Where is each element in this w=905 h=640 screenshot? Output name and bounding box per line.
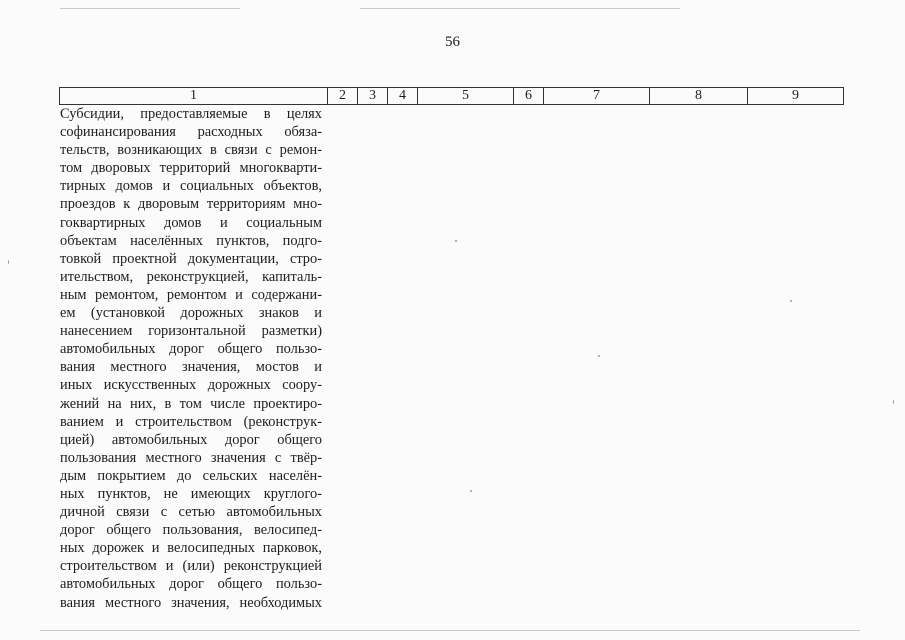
text-line: цией) автомобильных дорог общего — [60, 431, 322, 448]
scan-speck — [470, 490, 472, 492]
column-header-2: 2 — [328, 88, 358, 105]
scan-artifact-top — [60, 8, 240, 9]
subsidy-description — [60, 105, 322, 612]
text-line: ных дорожек и велосипедных парковок, — [60, 540, 322, 557]
table-header-row — [60, 88, 844, 105]
text-line: дичной связи с сетью автомобильных — [60, 504, 322, 521]
scan-speck — [8, 260, 9, 264]
text-line: автомобильных дорог общего пользо- — [60, 341, 322, 358]
scan-speck — [598, 355, 600, 357]
text-line: иных искусственных дорожных соору- — [60, 377, 322, 394]
text-line: дорог общего пользования, велосипед- — [60, 522, 322, 539]
text-line: проездов к дворовым территориям мно- — [60, 196, 322, 213]
text-line last: вания местного значения, необходимых — [60, 594, 322, 611]
text-line: ных пунктов, не имеющих круглого- — [60, 485, 322, 502]
page-number: 56 — [445, 34, 460, 50]
text-line: нанесением горизонтальной разметки) — [60, 323, 322, 340]
column-header-7: 7 — [544, 88, 650, 105]
text-line: вания местного значения, мостов и — [60, 359, 322, 376]
text-line: товкой проектной документации, стро- — [60, 250, 322, 267]
column-header-8: 8 — [650, 88, 748, 105]
column-header-9: 9 — [748, 88, 844, 105]
scan-speck — [790, 300, 792, 302]
text-line: софинансирования расходных обяза- — [60, 124, 322, 141]
scan-artifact-bottom — [40, 630, 860, 631]
text-line: ем (установкой дорожных знаков и — [60, 305, 322, 322]
text-line: жений на них, в том числе проектиро- — [60, 395, 322, 412]
column-header-5: 5 — [418, 88, 514, 105]
column-header-1: 1 — [60, 88, 328, 105]
text-line: ительством, реконструкцией, капиталь- — [60, 268, 322, 285]
scan-artifact-top — [360, 8, 680, 9]
scan-speck — [455, 240, 457, 242]
text-line: ванием и строительством (реконструк- — [60, 413, 322, 430]
text-line: пользования местного значения с твёр- — [60, 449, 322, 466]
column-header-3: 3 — [358, 88, 388, 105]
text-line: Субсидии, предоставляемые в целях — [60, 106, 322, 122]
text-line: дым покрытием до сельских населён- — [60, 467, 322, 484]
table-header — [59, 87, 844, 105]
scan-speck — [893, 400, 894, 404]
text-line: том дворовых территорий многокварти- — [60, 160, 322, 177]
text-line: тирных домов и социальных объектов, — [60, 178, 322, 195]
text-line: ным ремонтом, ремонтом и содержани- — [60, 286, 322, 303]
text-line: тельств, возникающих в связи с ремон- — [60, 142, 322, 159]
text-line: гоквартирных домов и социальным — [60, 214, 322, 231]
text-line: объектам населённых пунктов, подго- — [60, 232, 322, 249]
column-header-6: 6 — [514, 88, 544, 105]
column-header-4: 4 — [388, 88, 418, 105]
text-line: автомобильных дорог общего пользо- — [60, 576, 322, 593]
text-line: строительством и (или) реконструкцией — [60, 558, 322, 575]
